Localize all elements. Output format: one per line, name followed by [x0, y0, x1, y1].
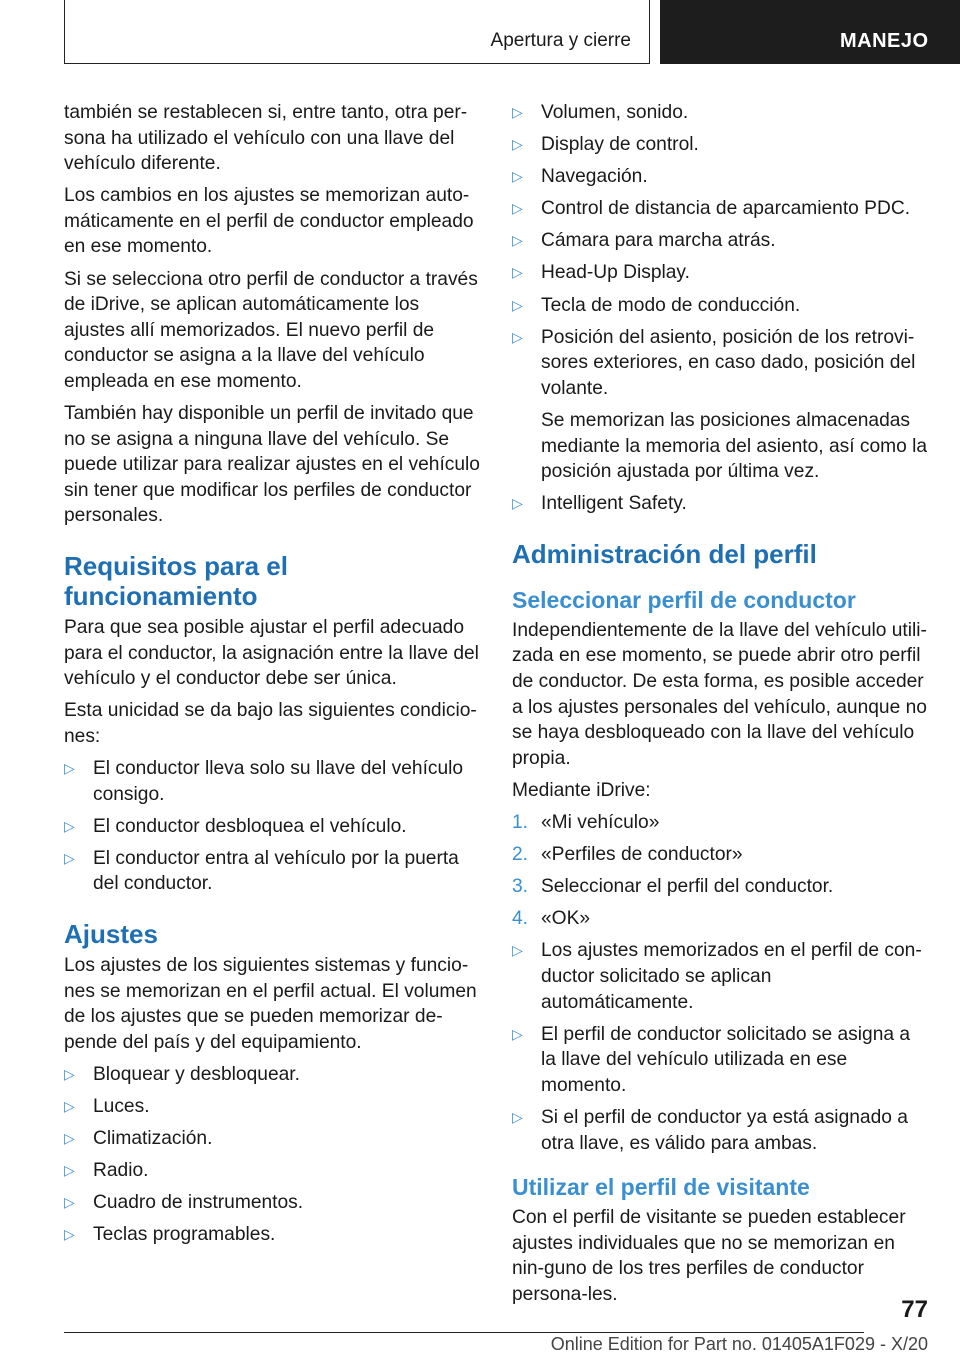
paragraph: Los ajustes de los siguientes sistemas y funcio-nes se memorizan en el perfil actual. El volumen de los ajustes que se pueden memorizar de-pende del país y del equipamiento. [64, 954, 477, 1053]
systems-list-continued [512, 100, 928, 517]
list-item: ▷ Head-Up Display. [512, 260, 928, 286]
heading-administracion: Administración del perfil [512, 538, 817, 569]
list-item: ▷ Display de control. [512, 132, 928, 158]
conditions-list [64, 756, 480, 897]
step-item: 2. «Perfiles de conductor» [512, 844, 743, 866]
list-item: ▷ Bloquear y desbloquear. [64, 1062, 480, 1088]
triangle-bullet-icon: ▷ [64, 817, 75, 834]
list-item: ▷ Climatización. [64, 1126, 480, 1152]
paragraph: También hay disponible un perfil de invitado que no se asigna a ninguna llave del vehículo. Se puede utilizar para realizar ajustes en el vehículo sin tener que modificar los perfiles de conductor personales. [64, 403, 480, 527]
list-item: ▷ El conductor lleva solo su llave del vehículo consigo. [64, 757, 464, 805]
triangle-bullet-icon: ▷ [512, 1025, 523, 1042]
list-item: ▷ Los ajustes memorizados en el perfil de con-ductor solicitado se aplican automáticamente. [512, 940, 922, 1013]
triangle-bullet-icon: ▷ [64, 1194, 75, 1211]
header-frame [64, 0, 650, 64]
paragraph: Para que sea posible ajustar el perfil adecuado para el conductor, la asignación entre la llave del vehículo y el conductor debe ser única. [64, 617, 479, 690]
triangle-bullet-icon: ▷ [64, 1130, 75, 1146]
list-item: ▷ Cámara para marcha atrás. [512, 228, 928, 254]
paragraph: Independientemente de la llave del vehículo utili-zada en ese momento, se puede abrir otro perfil de conductor. De esta forma, es posible acceder a los ajustes personales del vehículo, aunque no se haya desbloqueado con la llave del vehículo propia. [512, 619, 927, 769]
triangle-bullet-icon: ▷ [512, 168, 523, 185]
list-item: ▷ Volumen, sonido. [512, 100, 928, 126]
list-item: ▷ Radio. [64, 1158, 480, 1184]
page-number: 77 [901, 1296, 928, 1323]
triangle-bullet-icon: ▷ [512, 328, 523, 345]
triangle-bullet-icon: ▷ [512, 942, 523, 959]
triangle-bullet-icon: ▷ [512, 296, 523, 313]
list-item: ▷ El conductor entra al vehículo por la puerta del conductor. [64, 847, 459, 895]
heading-ajustes: Ajustes [64, 918, 158, 949]
step-item: 4. «OK» [512, 908, 591, 930]
heading-requisitos: Requisitos para el funcionamiento [64, 551, 288, 611]
heading-visitante: Utilizar el perfil de visitante [512, 1174, 810, 1201]
list-item: ▷ Cuadro de instrumentos. [64, 1190, 480, 1216]
triangle-bullet-icon: ▷ [512, 264, 523, 281]
steps-list [512, 810, 928, 932]
paragraph: Esta unicidad se da bajo las siguientes condicio-nes: [64, 700, 477, 747]
heading-seleccionar: Seleccionar perfil de conductor [512, 586, 856, 613]
triangle-bullet-icon: ▷ [64, 1162, 75, 1179]
list-item: ▷ Control de distancia de aparcamiento PDC. [512, 196, 928, 222]
results-list [512, 938, 928, 1156]
list-item: ▷ Luces. [64, 1094, 480, 1120]
section-title: Apertura y cierre [490, 30, 631, 51]
edition-note: Online Edition for Part no. 01405A1F029 - X/20 [550, 1334, 928, 1354]
footer-divider [64, 1332, 864, 1333]
list-item: ▷ Posición del asiento, posición de los retrovi-sores exteriores, en caso dado, posición del volante. Se memorizan las posiciones almacenadas mediante la memoria del asiento, así como la posición ajustada por última vez. [512, 325, 928, 485]
triangle-bullet-icon: ▷ [64, 1097, 75, 1114]
paragraph: Mediante iDrive: [512, 779, 651, 801]
step-item: 3. Seleccionar el perfil del conductor. [512, 876, 834, 898]
paragraph: Los cambios en los ajustes se memorizan auto-máticamente en el perfil de conductor empleado en ese momento. [64, 185, 474, 258]
triangle-bullet-icon: ▷ [512, 200, 523, 217]
chapter-tab: MANEJO [660, 0, 960, 64]
seat-note: Se memorizan las posiciones almacenadas mediante la memoria del asiento, así como la posición ajustada por última vez. [541, 409, 928, 483]
triangle-bullet-icon: ▷ [512, 104, 523, 120]
list-item: ▷ Navegación. [512, 164, 928, 190]
list-item: ▷ Si el perfil de conductor ya está asignado a otra llave, es válido para ambas. [512, 1106, 908, 1154]
systems-list [64, 1062, 480, 1248]
paragraph: también se restablecen si, entre tanto, otra per-sona ha utilizado el vehículo con una llave del vehículo diferente. [64, 102, 468, 175]
triangle-bullet-icon: ▷ [512, 136, 523, 153]
triangle-bullet-icon: ▷ [64, 759, 75, 776]
triangle-bullet-icon: ▷ [512, 1108, 523, 1125]
list-item: ▷ El conductor desbloquea el vehículo. [64, 814, 480, 840]
triangle-bullet-icon: ▷ [64, 1065, 75, 1082]
list-item: ▷ Teclas programables. [64, 1222, 480, 1248]
paragraph: Con el perfil de visitante se pueden establecer ajustes individuales que no se memorizan en nin-guno de los tres perfiles de conductor persona-les. [512, 1207, 906, 1305]
left-column [64, 100, 480, 1254]
triangle-bullet-icon: ▷ [512, 495, 523, 512]
step-item: 1. «Mi vehículo» [512, 811, 660, 833]
list-item: ▷ Intelligent Safety. [512, 491, 928, 517]
triangle-bullet-icon: ▷ [512, 232, 523, 249]
triangle-bullet-icon: ▷ [64, 849, 75, 866]
right-column [512, 100, 928, 1314]
list-item: ▷ Tecla de modo de conducción. [512, 293, 928, 319]
triangle-bullet-icon: ▷ [64, 1226, 75, 1243]
paragraph: Si se selecciona otro perfil de conductor a través de iDrive, se aplican automáticamente los ajustes allí memorizados. El nuevo perfil de conductor se asigna a la llave del vehículo empleada en ese momento. [64, 268, 478, 392]
list-item: ▷ El perfil de conductor solicitado se asigna a la llave del vehículo utilizada en ese momento. [512, 1023, 911, 1096]
